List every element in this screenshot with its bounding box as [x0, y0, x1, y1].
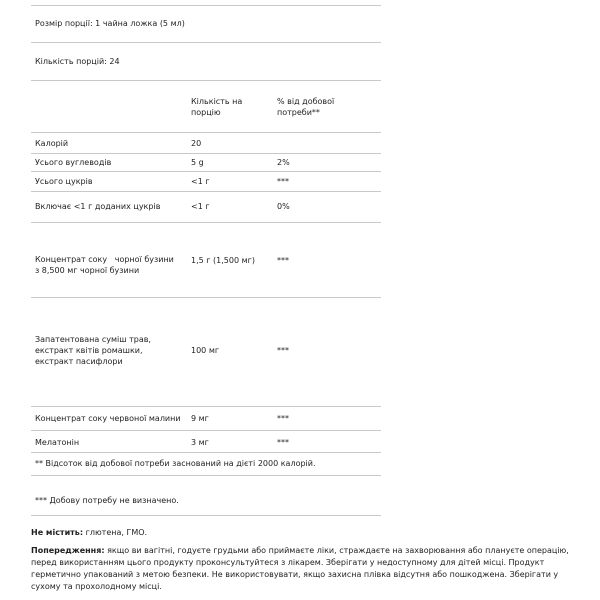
- footnote-not-established: *** Добову потребу не визначено.: [35, 496, 179, 505]
- row-amount: 5 g: [191, 158, 204, 167]
- row-dv: ***: [277, 414, 289, 423]
- divider: [31, 222, 381, 223]
- row-name: Запатентована суміш трав, екстракт квітів ромашки, екстракт пасифлори: [35, 335, 151, 367]
- divider: [31, 80, 381, 81]
- row-dv: 2%: [277, 158, 290, 167]
- divider: [31, 406, 381, 407]
- free-from-label: Не містить:: [31, 528, 84, 537]
- divider: [31, 42, 381, 43]
- divider: [31, 132, 381, 133]
- warning-label: Попередження:: [31, 546, 105, 555]
- servings-count: Кількість порцій: 24: [35, 57, 120, 66]
- row-dv: ***: [277, 256, 289, 265]
- divider: [31, 171, 381, 172]
- divider: [31, 191, 381, 192]
- row-name: Концентрат соку чорної бузини з 8,500 мг чорної бузини: [35, 255, 174, 276]
- divider: [31, 475, 381, 476]
- footnote-daily-value: ** Відсоток від добової потреби заснований на дієті 2000 калорій.: [35, 459, 316, 468]
- divider: [31, 430, 381, 431]
- row-name: Усього вуглеводів: [35, 158, 112, 167]
- warning-statement: Попередження: якщо ви вагітні, годуєте грудьми або приймаєте ліки, страждаєте на захворювання або плануєте операцію, перед використанням цього продукту проконсультуйтеся з лікарем. Зберігати у недоступному для дітей місці. Продукт герметично упакований з метою безпеки. Не використовувати, якщо захисна плівка відсутня або пошкоджена. Зберігати у сухому та прохолодному місці.: [31, 546, 569, 591]
- row-amount: 100 мг: [191, 346, 220, 355]
- row-amount: 1,5 г (1,500 мг): [191, 256, 255, 265]
- row-dv: ***: [277, 438, 289, 447]
- row-name: Включає <1 г доданих цукрів: [35, 202, 161, 211]
- row-amount: <1 г: [191, 202, 210, 211]
- divider: [31, 153, 381, 154]
- divider: [31, 297, 381, 298]
- row-dv: ***: [277, 346, 289, 355]
- column-header-amount: Кількість на порцію: [191, 97, 243, 118]
- divider: [31, 515, 381, 516]
- row-name: Мелатонін: [35, 438, 80, 447]
- free-from-text: глютена, ГМО.: [83, 528, 148, 537]
- free-from-statement: [31, 527, 571, 539]
- divider: [31, 452, 381, 453]
- row-dv: 0%: [277, 202, 290, 211]
- row-name: Усього цукрів: [35, 177, 93, 186]
- divider: [31, 5, 381, 6]
- column-header-daily-value: % від добової потреби**: [277, 97, 335, 118]
- row-dv: ***: [277, 177, 289, 186]
- row-name: Концентрат соку червоної малини: [35, 414, 181, 423]
- row-amount: <1 г: [191, 177, 210, 186]
- row-amount: 20: [191, 139, 202, 148]
- row-amount: 9 мг: [191, 414, 209, 423]
- row-amount: 3 мг: [191, 438, 209, 447]
- serving-size: Розмір порції: 1 чайна ложка (5 мл): [35, 19, 185, 28]
- row-name: Калорій: [35, 139, 69, 148]
